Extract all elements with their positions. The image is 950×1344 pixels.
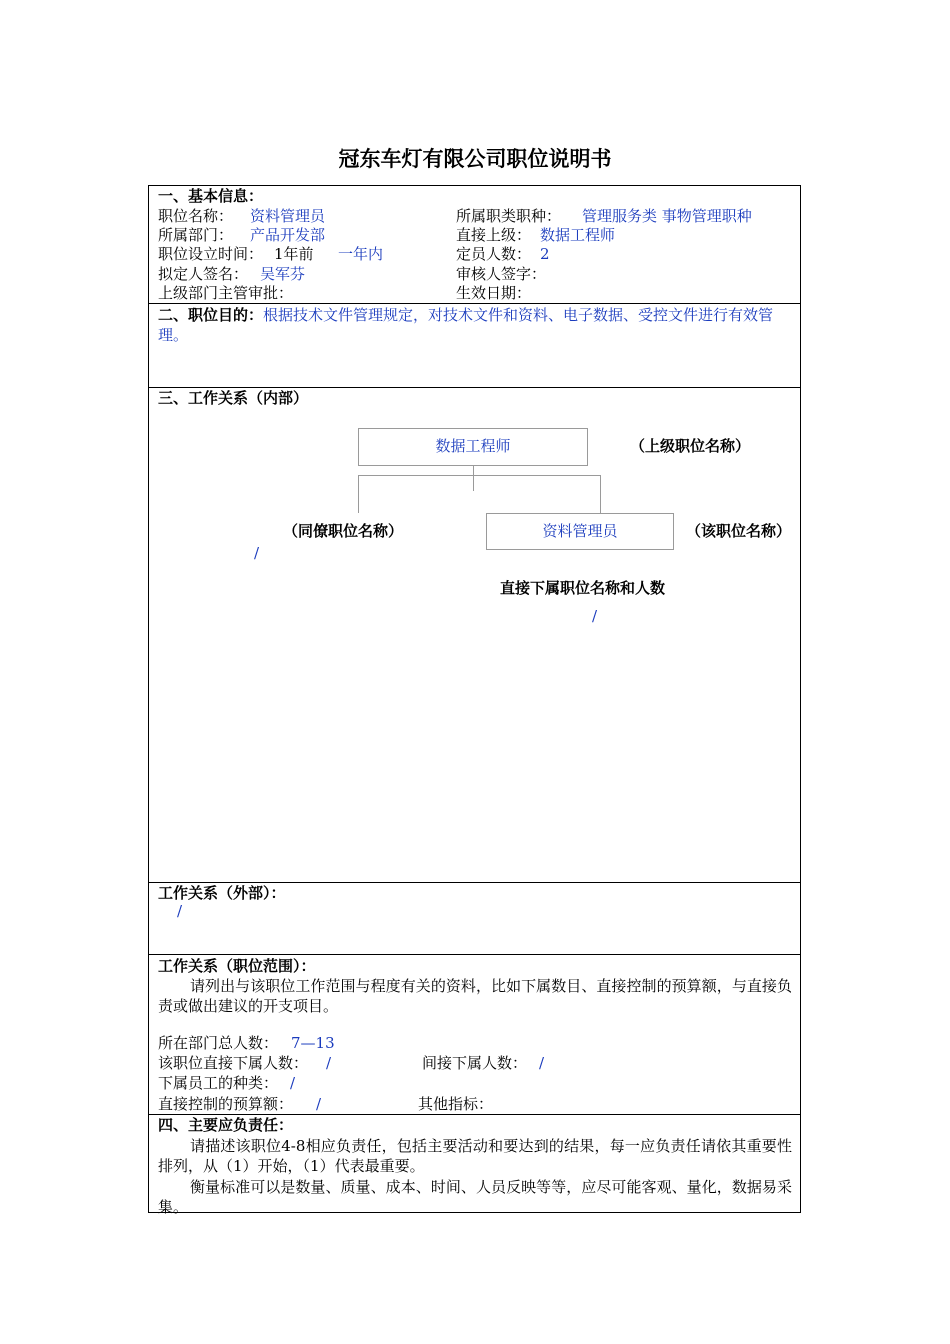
external-relations-value: / <box>177 902 183 920</box>
dept-total-value: 7—13 <box>291 1034 335 1052</box>
subordinate-types-value: / <box>290 1074 296 1092</box>
current-position-box: 资料管理员 <box>486 513 674 550</box>
superior-label: 直接上级： <box>456 226 532 244</box>
section-divider <box>148 882 801 883</box>
category-label: 所属职类职种： <box>456 207 562 225</box>
drafter-label: 拟定人签名： <box>158 265 249 283</box>
peer-position-value: / <box>254 544 260 562</box>
budget-value: / <box>316 1095 322 1113</box>
direct-subordinates-label: 该职位直接下属人数： <box>158 1054 309 1072</box>
subordinate-caption: 直接下属职位名称和人数 <box>500 579 666 597</box>
current-position-caption: （该职位名称） <box>686 522 792 540</box>
peer-position-caption: （同僚职位名称） <box>283 522 404 540</box>
superior-value: 数据工程师 <box>540 226 616 244</box>
setup-time-range: 一年内 <box>338 245 384 263</box>
purpose-heading: 二、职位目的： <box>158 306 264 324</box>
superior-position-caption: （上级职位名称） <box>630 437 751 455</box>
indirect-subordinates-label: 间接下属人数： <box>422 1054 528 1072</box>
purpose-text: 根据技术文件管理规定，对技术文件和资料、电子数据、受控文件进行有效管理。 <box>158 306 774 344</box>
headcount-value: 2 <box>540 245 550 263</box>
section-divider <box>148 303 801 304</box>
org-connector-line <box>358 475 601 476</box>
indirect-subordinates-value: / <box>539 1054 545 1072</box>
duties-paragraph-2: 衡量标准可以是数量、质量、成本、时间、人员反映等等，应尽可能客观、量化，数据易采集。 <box>158 1178 792 1216</box>
dept-total-label: 所在部门总人数： <box>158 1034 279 1052</box>
direct-subordinates-value: / <box>326 1054 332 1072</box>
setup-time-value: 1年前 <box>274 245 314 263</box>
dept-label: 所属部门： <box>158 226 234 244</box>
setup-time-label: 职位设立时间： <box>158 245 264 263</box>
scope-heading: 工作关系（职位范围）： <box>158 957 316 975</box>
approver-label: 上级部门主管审批： <box>158 284 294 302</box>
budget-label: 直接控制的预算额： <box>158 1095 294 1113</box>
section-divider <box>148 387 801 388</box>
subordinate-types-label: 下属员工的种类： <box>158 1074 279 1092</box>
basic-info-heading: 一、基本信息： <box>158 187 264 205</box>
internal-relations-heading: 三、工作关系（内部） <box>158 389 309 407</box>
subordinate-value: / <box>592 607 598 625</box>
drafter-value: 吴军芬 <box>260 265 306 283</box>
duties-paragraph-1: 请描述该职位4-8相应负责任，包括主要活动和要达到的结果，每一应负责任请依其重要性排列，从（1）开始，（1）代表最重要。 <box>158 1137 792 1175</box>
org-connector-line <box>358 475 359 513</box>
org-connector-line <box>600 475 601 513</box>
superior-position-box: 数据工程师 <box>358 428 588 466</box>
reviewer-label: 审核人签字： <box>456 265 547 283</box>
section-divider <box>148 1114 801 1115</box>
scope-instructions: 请列出与该职位工作范围与程度有关的资料，比如下属数目、直接控制的预算额，与直接负责或做出建议的开支项目。 <box>158 977 792 1015</box>
job-name-label: 职位名称： <box>158 207 234 225</box>
other-indicators-label: 其他指标： <box>418 1095 494 1113</box>
effective-date-label: 生效日期： <box>456 284 532 302</box>
category-value: 管理服务类 事物管理职种 <box>582 207 752 225</box>
dept-value: 产品开发部 <box>250 226 326 244</box>
section-divider <box>148 954 801 955</box>
headcount-label: 定员人数： <box>456 245 532 263</box>
duties-heading: 四、主要应负责任： <box>158 1116 294 1134</box>
job-name-value: 资料管理员 <box>250 207 326 225</box>
external-relations-heading: 工作关系（外部）： <box>158 884 286 902</box>
purpose-paragraph <box>158 305 792 345</box>
org-connector-line <box>473 466 474 491</box>
document-title: 冠东车灯有限公司职位说明书 <box>338 147 612 171</box>
